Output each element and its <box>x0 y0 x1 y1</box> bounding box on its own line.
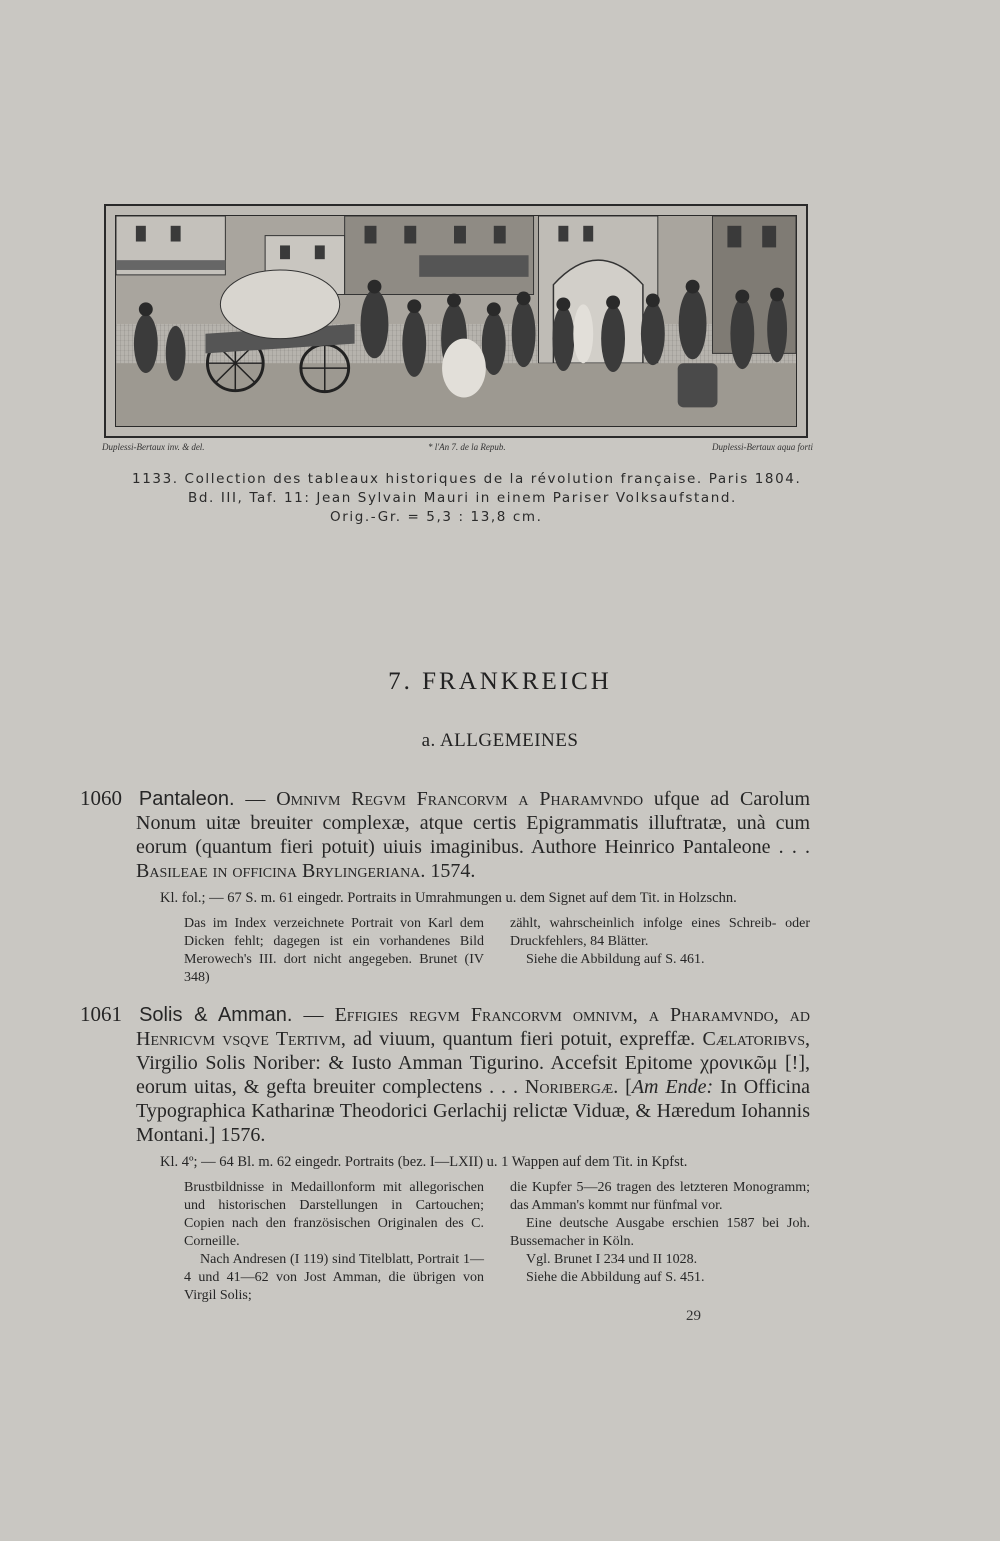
entry-title-italic: Am Ende: <box>631 1076 714 1098</box>
entry-heading <box>78 1002 810 1147</box>
note-paragraph: Siehe die Abbildung auf S. 451. <box>526 1270 705 1285</box>
page-number: 29 <box>686 1308 701 1324</box>
collation-text: Kl. fol.; — 67 S. m. 61 eingedr. Portraits in Umrahmungen u. dem Signet auf dem Tit. in Holzschn. <box>160 890 737 906</box>
catalog-entry-1061 <box>78 1002 810 1305</box>
entry-collation <box>78 889 810 907</box>
note-paragraph: Siehe die Abbildung auf S. 461. <box>526 952 705 967</box>
note-paragraph: Das im Index verzeichnete Portrait von Karl dem Dicken fehlt; dagegen ist ein vorhandenes Bild Merowech's III. dort nicht angegeben. Brunet (IV 348) <box>184 916 484 985</box>
collation-text: Kl. 4º; — 64 Bl. m. 62 eingedr. Portraits (bez. I—LXII) u. 1 Wappen auf dem Tit. in Kpfst. <box>160 1154 688 1170</box>
entry-author: Solis & Amman. <box>139 1004 293 1026</box>
notes-column-right <box>510 915 810 987</box>
caption-line-1: 1133. Collection des tableaux historiques de la révolution française. Paris 1804. <box>132 471 802 487</box>
notes-column-right <box>510 1179 810 1305</box>
entry-title-smallcaps: Effigies regvm Francorvm omnivm, a Pharamvndo, ad Henricvm vsqve Tertivm, <box>136 1004 811 1050</box>
entry-title-part: ufque ad Carolum Nonum uitæ breuiter complexæ, atque certis Epigrammatis illuftratæ, unà cum eorum (quantum fieri potuit) uiuis imaginibus. Authore Heinrico Pantaleone . . . <box>136 788 811 858</box>
entry-number: 1061 <box>80 1002 122 1026</box>
entry-title-smallcaps: Cælatoribvs, <box>702 1028 810 1050</box>
engraving-scene <box>115 215 797 427</box>
notes-column-left <box>184 1179 484 1305</box>
engraving-drawing <box>116 216 796 426</box>
entry-collation <box>78 1153 810 1171</box>
illustration-credit-right: Duplessi-Bertaux aqua forti <box>712 442 813 452</box>
entry-title-part: — <box>292 1004 335 1026</box>
notes-column-left <box>184 915 484 987</box>
note-paragraph: Vgl. Brunet I 234 und II 1028. <box>526 1252 698 1267</box>
entry-title-part: — <box>234 788 277 810</box>
entry-heading <box>78 786 810 883</box>
entry-title-smallcaps: Omnivm Regvm Francorvm a Pharamvndo <box>276 788 644 810</box>
note-paragraph: die Kupfer 5—26 tragen des letzteren Monogramm; das Amman's kommt nur fünfmal vor. <box>510 1180 810 1213</box>
entry-title-part: In Officina Typographica Katharinæ Theodorici Gerlachij relictæ Viduæ, & Hæredum Iohannis Montani.] 1576. <box>136 1076 810 1146</box>
entry-notes <box>78 915 810 987</box>
subsection-title: a. ALLGEMEINES <box>421 730 579 751</box>
catalog-entry-1060 <box>78 786 810 987</box>
entry-year: 1574. <box>425 860 476 882</box>
entry-imprint-smallcaps: Noribergæ. <box>524 1076 619 1098</box>
entry-title-part: ad viuum, quantum fieri potuit, expreffæ. <box>345 1028 703 1050</box>
section-title: 7. FRANKREICH <box>388 668 612 695</box>
entry-notes <box>78 1179 810 1305</box>
note-paragraph: Brustbildnisse in Medaillonform mit allegorischen und historischen Darstellungen in Cartouchen; Copien nach den französischen Originalen des C. Corneille. <box>184 1180 484 1249</box>
note-paragraph: Eine deutsche Ausgabe erschien 1587 bei Joh. Bussemacher in Köln. <box>510 1216 810 1249</box>
entry-title-part: [ <box>618 1076 632 1098</box>
note-paragraph: Nach Andresen (I 119) sind Titelblatt, Portrait 1—4 und 41—62 von Jost Amman, die übrigen von Virgil Solis; <box>184 1252 484 1303</box>
note-paragraph: zählt, wahrscheinlich infolge eines Schreib- oder Druckfehlers, 84 Blätter. <box>510 916 810 949</box>
caption-line-3: Orig.-Gr. = 5,3 : 13,8 cm. <box>330 509 543 525</box>
entry-author: Pantaleon. <box>138 788 235 810</box>
caption-line-2: Bd. III, Taf. 11: Jean Sylvain Mauri in einem Pariser Volksaufstand. <box>188 490 737 506</box>
engraving-illustration <box>104 204 808 438</box>
illustration-caption <box>132 470 802 527</box>
illustration-credit-left: Duplessi-Bertaux inv. & del. <box>102 442 205 452</box>
entry-imprint-smallcaps: Basileae in officina Brylingeriana. <box>136 860 426 882</box>
entry-title-part: Virgilio Solis Noriber: & Iusto Amman Tigurino. Accefsit Epitome χρονικῶμ [!], eorum uitas, & gefta breuiter complectens . . . <box>136 1052 810 1098</box>
illustration-credit-center: * l'An 7. de la Repub. <box>428 442 506 452</box>
entry-number: 1060 <box>80 786 122 810</box>
